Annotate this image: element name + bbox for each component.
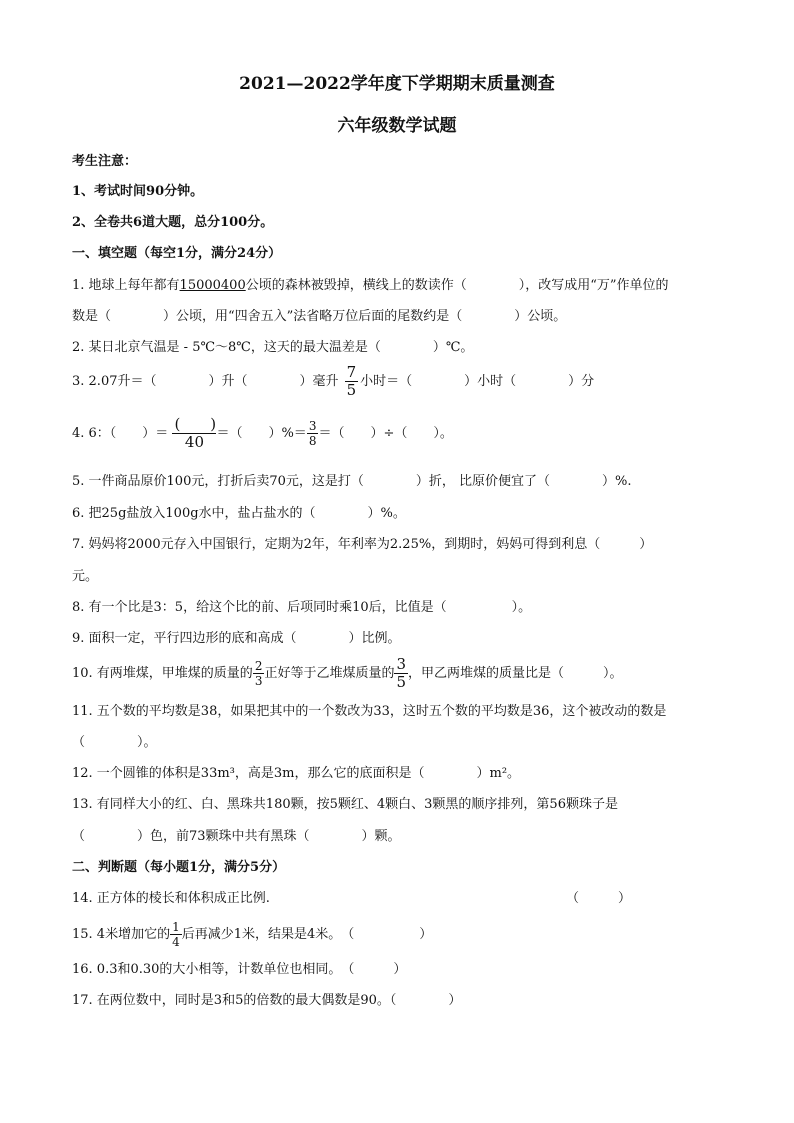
question-9: 9. 面积一定，平行四边形的底和高成（ ）比例。 xyxy=(72,631,401,646)
question-7-line-1: 7. 妈妈将2000元存入中国银行，定期为2年，年利率为2.25%，到期时，妈妈可得到利息（ ） xyxy=(72,537,653,552)
q4-middle: ＝（ ）%＝ xyxy=(216,426,307,441)
q4-fraction-2 xyxy=(307,420,319,447)
q10-suffix: ，甲乙两堆煤的质量比是（ ）。 xyxy=(408,666,623,681)
notice-item-2: 2、全卷共6道大题，总分100分。 xyxy=(72,215,274,230)
q4-suffix: ＝（ ）÷（ ）。 xyxy=(318,426,453,441)
question-17: 17. 在两位数中，同时是3和5的倍数的最大偶数是90。（ ） xyxy=(72,993,462,1008)
q15-fraction-numerator: 1 xyxy=(172,920,180,934)
q4-prefix: 4. 6：（ ）＝ xyxy=(72,426,169,441)
question-14: 14. 正方体的棱长和体积成正比例. xyxy=(72,891,270,906)
page-title: 2021—2022学年度下学期期末质量测查 xyxy=(239,74,555,94)
q10-fraction-2 xyxy=(394,657,408,690)
q10-prefix: 10. 有两堆煤，甲堆煤的质量的 xyxy=(72,666,253,681)
question-6: 6. 把25g盐放入100g水中，盐占盐水的（ ）%。 xyxy=(72,506,406,521)
section-2-heading: 二、判断题（每小题1分，满分5分） xyxy=(72,860,286,875)
q10-fraction-2-numerator: 3 xyxy=(396,655,407,673)
q4-fraction-1 xyxy=(172,417,216,450)
question-1-line-1 xyxy=(72,276,669,296)
q4-fraction-1-denominator: 40 xyxy=(184,433,204,451)
q4-fraction-2-denominator: 8 xyxy=(308,434,317,448)
q10-fraction-1-denominator: 3 xyxy=(254,674,263,688)
q10-fraction-1 xyxy=(253,660,265,687)
q10-middle: 正好等于乙堆煤质量的 xyxy=(264,666,395,681)
question-10 xyxy=(72,656,623,692)
q1-prefix: 1. 地球上每年都有 xyxy=(72,278,180,293)
q10-fraction-2-denominator: 5 xyxy=(396,673,407,691)
question-14-answer-blank: （ ） xyxy=(566,891,632,906)
question-12: 12. 一个圆锥的体积是33m³，高是3m，那么它的底面积是（ ）m²。 xyxy=(72,766,521,781)
question-8: 8. 有一个比是3：5，给这个比的前、后项同时乘10后，比值是（ ）。 xyxy=(72,600,532,615)
question-2: 2. 某日北京气温是 - 5℃～8℃，这天的最大温差是（ ）℃。 xyxy=(72,340,474,355)
q4-fraction-2-numerator: 3 xyxy=(308,419,317,433)
q15-prefix: 15. 4米增加它的 xyxy=(72,927,171,942)
question-15 xyxy=(72,918,432,952)
q3-fraction-numerator: 7 xyxy=(346,363,357,381)
q15-fraction xyxy=(170,921,182,948)
question-7-line-2: 元。 xyxy=(72,569,99,584)
q1-suffix: 公顷的森林被毁掉，横线上的数读作（ ），改写成用“万”作单位的 xyxy=(245,278,669,293)
question-3 xyxy=(72,364,594,400)
notice-label: 考生注意： xyxy=(72,154,138,169)
q1-underlined-number: 15000400 xyxy=(179,278,246,293)
page-subtitle: 六年级数学试题 xyxy=(337,116,457,136)
question-4 xyxy=(72,414,453,454)
question-11-line-1: 11. 五个数的平均数是38，如果把其中的一个数改为33，这时五个数的平均数是36，这个被改动的数是 xyxy=(72,704,667,719)
question-16: 16. 0.3和0.30的大小相等，计数单位也相同。 （ ） xyxy=(72,962,407,977)
q15-fraction-denominator: 4 xyxy=(172,935,180,949)
q3-suffix: 小时＝（ ）小时（ ）分 xyxy=(360,374,595,389)
q3-fraction-denominator: 5 xyxy=(346,381,357,399)
section-1-heading: 一、填空题（每空1分，满分24分） xyxy=(72,246,282,261)
question-13-line-2: （ ）色，前73颗珠中共有黑珠（ ）颗。 xyxy=(72,829,401,844)
q15-suffix: 后再减少1米，结果是4米。 （ ） xyxy=(181,927,433,942)
notice-item-1: 1、考试时间90分钟。 xyxy=(72,184,204,199)
q3-prefix: 3. 2.07升＝（ ）升（ ）毫升 xyxy=(72,374,339,389)
q3-fraction xyxy=(345,365,359,398)
q4-fraction-1-numerator: ( ) xyxy=(174,415,217,433)
q10-fraction-1-numerator: 2 xyxy=(254,659,263,673)
question-13-line-1: 13. 有同样大小的红、白、黑珠共180颗，按5颗红、4颗白、3颗黑的顺序排列，第56颗珠子是 xyxy=(72,797,618,812)
question-5: 5. 一件商品原价100元，打折后卖70元，这是打（ ）折， 比原价便宜了（ ）%. xyxy=(72,474,632,489)
question-11-line-2: （ ）。 xyxy=(72,735,157,750)
question-1-line-2: 数是（ ）公顷，用“四舍五入”法省略万位后面的尾数约是（ ）公顷。 xyxy=(72,309,567,324)
